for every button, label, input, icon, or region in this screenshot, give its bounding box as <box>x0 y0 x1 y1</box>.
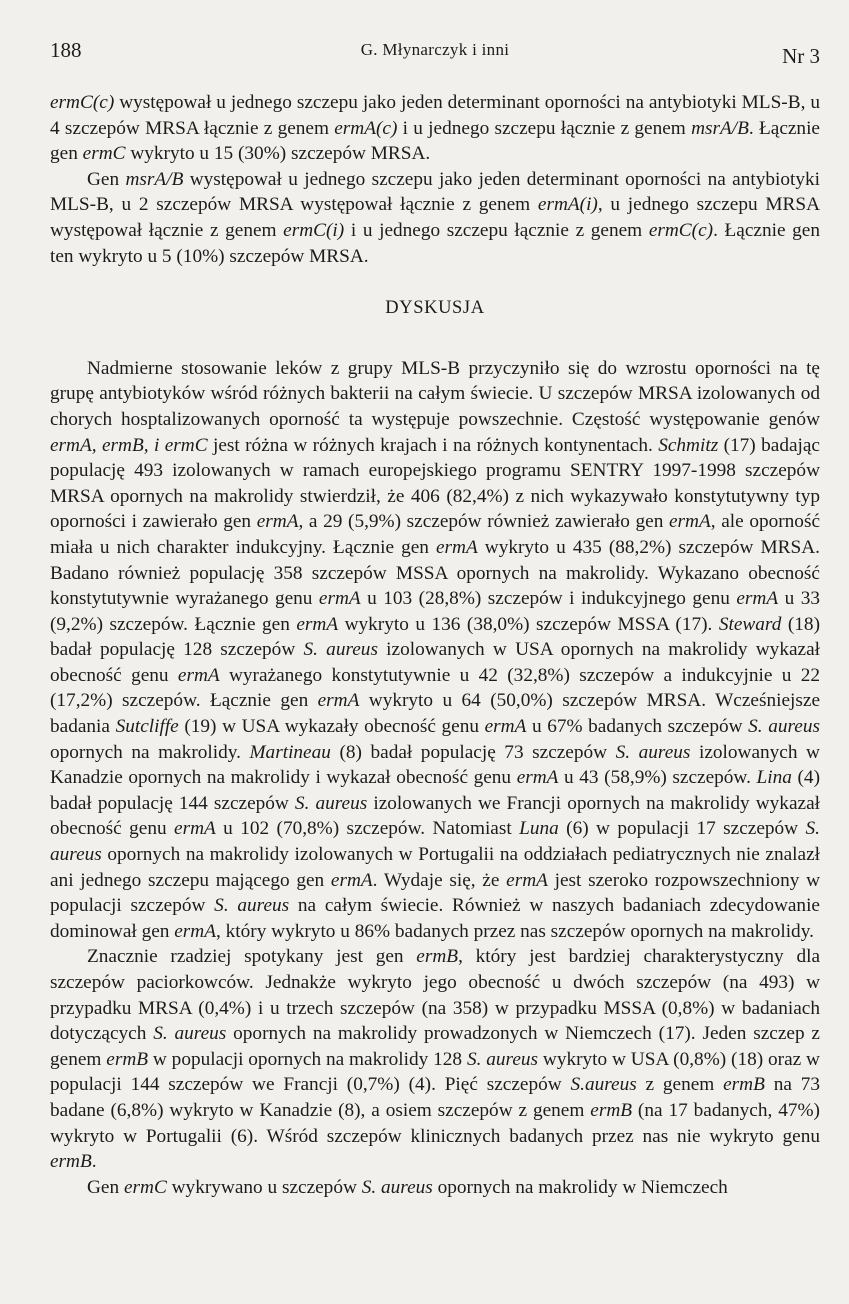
italic-term: Sutcliffe <box>115 716 179 738</box>
text-run: i u jednego szczepu łącznie z genem <box>397 117 692 139</box>
page-number: 188 <box>50 38 82 62</box>
text-run: (19) w USA wykazały obecność genu <box>178 716 485 738</box>
italic-term: ermB <box>416 946 459 968</box>
italic-term: S. aureus <box>466 1048 539 1070</box>
italic-term: ermB <box>50 1151 92 1173</box>
text-run: izolowanych w USA opornych na makrolidy wykazał obecność genu <box>50 639 820 686</box>
italic-term: ermA <box>318 588 361 610</box>
italic-term: ermC <box>82 143 126 165</box>
italic-term: ermA <box>736 588 779 610</box>
italic-term: ermA <box>669 511 711 533</box>
text-run: izolowanych we Francji opornych na makrolidy wykazał obecność genu <box>50 792 820 840</box>
italic-term: ermA(i) <box>537 194 598 216</box>
italic-term: ermA(c) <box>334 117 398 139</box>
text-run: opornych na makrolidy w Niemczech <box>432 1176 728 1198</box>
italic-term: ermB <box>106 1048 149 1070</box>
italic-term: S. aureus <box>748 716 820 738</box>
italic-term: ermC(i) <box>283 219 345 241</box>
italic-term: ermA <box>484 716 527 738</box>
page-header <box>50 34 820 74</box>
italic-term: ermA <box>174 920 217 942</box>
running-head-author: G. Młynarczyk i inni <box>360 40 510 59</box>
italic-term: ermA <box>516 767 559 789</box>
italic-term: ermA <box>177 664 220 686</box>
text-run: u 102 (70,8%) szczepów. Natomiast <box>215 818 520 840</box>
section-title: DYSKUSJA <box>385 298 485 319</box>
italic-term: msrA/B <box>691 117 749 139</box>
text-run: wykryto u 435 (88,2%) szczepów MRSA. Badano również populację 358 szczepów MSSA opornych na makrolidy. Wykazano obecność konstytutywnie wyrażanego genu <box>50 536 820 610</box>
text-run: (18) badał populację 128 szczepów <box>50 613 820 661</box>
discussion-paragraphs <box>50 356 820 1201</box>
paragraph <box>50 944 820 1174</box>
text-run: (17) badając populację 493 izolowanych w ramach europejskiego programu SENTRY 1997-1998 szczepów MRSA opornych na makrolidy stwierdził, że 406 (82,4%) z nich wykazywało konstytutywny typ oporności i zawierało gen <box>50 434 820 533</box>
text-run: (8) badał populację 73 szczepów <box>330 741 616 763</box>
text-run: . Wydaje się, że <box>372 869 507 891</box>
text-run: opornych na makrolidy izolowanych w Portugalii na oddziałach pediatrycznych nie znalazł ani jednego szczepu mającego gen <box>50 844 820 891</box>
text-run: . Łącznie gen ten wykryto u 5 (10%) szczepów MRSA. <box>50 219 820 267</box>
italic-term: Lina <box>756 767 792 789</box>
article-body <box>50 90 820 1200</box>
paragraph <box>50 167 820 269</box>
text-run: jest różna w różnych krajach i na różnych kontynentach. <box>207 434 659 456</box>
text-run: , który wykryto u 86% badanych przez nas szczepów opornych na makrolidy. <box>216 920 814 942</box>
italic-term: ermC(c) <box>648 219 714 241</box>
italic-term: S. aureus <box>361 1176 433 1198</box>
text-run: wykryto w USA (0,8%) (18) oraz w populacji 144 szczepów we Francji (0,7%) (4). Pięć szczepów <box>50 1048 820 1096</box>
paragraph <box>50 356 820 945</box>
text-run: na 73 badane (6,8%) wykryto w Kanadzie (8), a osiem szczepów z genem <box>50 1074 820 1121</box>
italic-term: S. aureus <box>214 895 290 917</box>
paragraph <box>50 1175 820 1201</box>
issue-number: Nr 3 <box>782 44 820 68</box>
italic-term: S. aureus <box>294 792 368 814</box>
text-run: jest szeroko rozpowszechniony w populacji szczepów <box>50 869 820 917</box>
paragraph <box>50 90 820 167</box>
text-run: wykryto u 136 (38,0%) szczepów MSSA (17). <box>338 613 719 635</box>
italic-term: msrA/B <box>125 168 184 190</box>
italic-term: S. aureus <box>50 818 820 866</box>
italic-term: ermB <box>590 1099 633 1121</box>
text-run: u 103 (28,8%) szczepów i indukcyjnego genu <box>360 588 737 610</box>
text-run: opornych na makrolidy prowadzonych w Niemczech (17). Jeden szczep z genem <box>50 1023 820 1070</box>
text-run: Gen <box>87 1176 124 1198</box>
text-run: z genem <box>636 1074 724 1096</box>
text-run: wykrywano u szczepów <box>166 1176 362 1198</box>
italic-term: S. aureus <box>615 741 691 763</box>
text-run: . Łącznie gen <box>50 117 820 165</box>
text-run: opornych na makrolidy. <box>50 741 250 763</box>
text-run: u 67% badanych szczepów <box>526 716 749 738</box>
italic-term: S. aureus <box>153 1023 227 1045</box>
text-run: u 43 (58,9%) szczepów. <box>558 767 757 789</box>
italic-term: ermA <box>174 818 216 840</box>
text-run: , ale oporność miała u nich charakter indukcyjny. Łącznie gen <box>50 511 821 558</box>
text-run: (4) badał populację 144 szczepów <box>50 767 820 814</box>
italic-term: ermA <box>296 613 339 635</box>
italic-term: ermA <box>506 869 548 891</box>
italic-term: ermA <box>435 536 478 558</box>
italic-term: ermA <box>330 869 373 891</box>
text-run: na całym świecie. Również w naszych badaniach zdecydowanie dominował gen <box>50 895 820 942</box>
text-run: , a 29 (5,9%) szczepów również zawierało gen <box>298 511 669 533</box>
text-run: występował u jednego szczepu jako jeden determinant oporności na antybiotyki MLS-B, u 4 szczepów MRSA łącznie z genem <box>50 92 820 139</box>
text-run: Gen <box>87 168 126 190</box>
italic-term: S. aureus <box>303 639 378 661</box>
italic-term: Steward <box>718 613 782 635</box>
text-run: , który jest bardziej charakterystyczny dla szczepów paciorkowców. Jednakże wykryto jego obecność u dwóch szczepów (na 493) w przypadku MRSA (0,4%) i u trzech szczepów (na 358) w przypadku MSSA (0,8%) w badaniach dotyczących <box>50 946 821 1045</box>
italic-term: ermA, ermB, i ermC <box>50 434 208 456</box>
text-run: (na 17 badanych, 47%) wykryto w Portugalii (6). Wśród szczepów klinicznych badanych przez nas nie wykryto genu <box>50 1099 820 1147</box>
text-run: wyrażanego konstytutywnie u 42 (32,8%) szczepów a indukcyjnie u 22 (17,2%) szczepów. Łącznie gen <box>50 664 820 712</box>
italic-term: ermA <box>317 690 360 712</box>
text-run: u 33 (9,2%) szczepów. Łącznie gen <box>50 588 820 635</box>
text-run: (6) w populacji 17 szczepów <box>558 818 806 840</box>
italic-term: Luna <box>519 818 559 840</box>
italic-term: ermC <box>123 1176 167 1198</box>
italic-term: Martineau <box>249 741 331 763</box>
text-run: izolowanych w Kanadzie opornych na makrolidy i wykazał obecność genu <box>50 741 820 789</box>
italic-term: S.aureus <box>570 1074 637 1096</box>
text-run: w populacji opornych na makrolidy 128 <box>148 1048 467 1070</box>
text-run: Znacznie rzadziej spotykany jest gen <box>87 946 417 968</box>
text-run: i u jednego szczepu łącznie z genem <box>344 219 649 241</box>
text-run: Nadmierne stosowanie leków z grupy MLS-B przyczyniło się do wzrostu oporności na tę grupę antybiotyków wśród różnych bakterii na całym świecie. U szczepów MRSA izolowanych od chorych hosptalizowanych oporność ta występuje powszechnie. Częstość występowanie genów <box>50 357 820 430</box>
results-paragraphs <box>50 90 820 269</box>
italic-term: ermB <box>723 1074 765 1096</box>
text-run: , u jednego szczepu MRSA występował łącznie z genem <box>50 194 820 241</box>
text-run: wykryto u 15 (30%) szczepów MRSA. <box>125 143 431 165</box>
italic-term: ermA <box>256 511 299 533</box>
text-run: występował u jednego szczepu jako jeden determinant oporności na antybiotyki MLS-B, u 2 szczepów MRSA występował łącznie z genem <box>50 168 820 216</box>
text-run: . <box>91 1151 97 1173</box>
italic-term: ermC(c) <box>50 92 115 113</box>
italic-term: Schmitz <box>658 434 719 456</box>
text-run: wykryto u 64 (50,0%) szczepów MRSA. Wcześniejsze badania <box>50 690 821 738</box>
